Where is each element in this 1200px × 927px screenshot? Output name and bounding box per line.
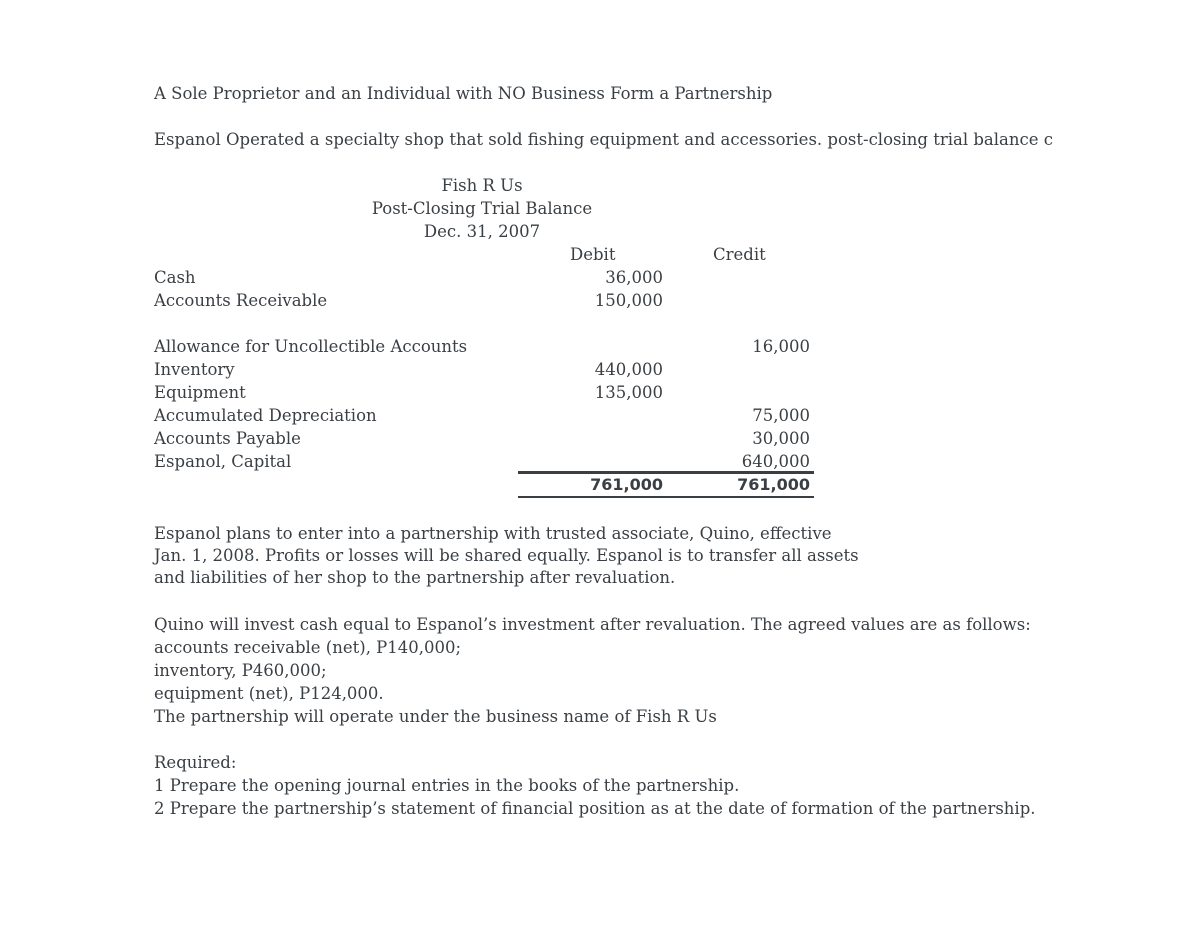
total-bottom-rule	[518, 496, 814, 498]
intro-text: Espanol Operated a specialty shop that sold fishing equipment and accessories. post-closing trial balance c	[154, 130, 1053, 149]
account-inventory: Inventory	[154, 360, 235, 379]
account-payable: Accounts Payable	[154, 429, 301, 448]
paragraph1-line2: Jan. 1, 2008. Profits or losses will be shared equally. Espanol is to transfer all assets	[154, 546, 859, 565]
statement-company: Fish R Us	[441, 176, 523, 195]
required-item-2: 2 Prepare the partnership’s statement of financial position as at the date of formation of the partnership.	[154, 799, 1036, 818]
account-capital: Espanol, Capital	[154, 452, 292, 471]
debit-cash: 36,000	[605, 268, 663, 287]
account-accum-depreciation: Accumulated Depreciation	[154, 406, 377, 425]
debit-header: Debit	[570, 245, 616, 264]
paragraph2-line5: The partnership will operate under the business name of Fish R Us	[154, 707, 717, 726]
debit-receivable: 150,000	[594, 291, 663, 310]
credit-allowance: 16,000	[752, 337, 810, 356]
paragraph1-line3: and liabilities of her shop to the partnership after revaluation.	[154, 568, 676, 587]
document-title: A Sole Proprietor and an Individual with NO Business Form a Partnership	[154, 84, 773, 103]
required-item-1: 1 Prepare the opening journal entries in the books of the partnership.	[154, 776, 740, 795]
paragraph2-line4: equipment (net), P124,000.	[154, 684, 384, 703]
credit-payable: 30,000	[752, 429, 810, 448]
paragraph2-line3: inventory, P460,000;	[154, 661, 327, 680]
credit-accum-depreciation: 75,000	[752, 406, 810, 425]
account-cash: Cash	[154, 268, 196, 287]
total-debit: 761,000	[590, 475, 663, 494]
paragraph1-line1: Espanol plans to enter into a partnership with trusted associate, Quino, effective	[154, 524, 832, 543]
account-receivable: Accounts Receivable	[154, 291, 328, 310]
debit-inventory: 440,000	[594, 360, 663, 379]
total-credit: 761,000	[737, 475, 810, 494]
paragraph2-line1: Quino will invest cash equal to Espanol’s investment after revaluation. The agreed values are as follows:	[154, 615, 1031, 634]
account-allowance: Allowance for Uncollectible Accounts	[154, 337, 468, 356]
account-equipment: Equipment	[154, 383, 246, 402]
debit-equipment: 135,000	[594, 383, 663, 402]
paragraph2-line2: accounts receivable (net), P140,000;	[154, 638, 462, 657]
statement-date: Dec. 31, 2007	[423, 222, 541, 241]
statement-name: Post-Closing Trial Balance	[371, 199, 593, 218]
credit-capital: 640,000	[741, 452, 810, 471]
credit-header: Credit	[713, 245, 766, 264]
required-heading: Required:	[154, 753, 237, 772]
